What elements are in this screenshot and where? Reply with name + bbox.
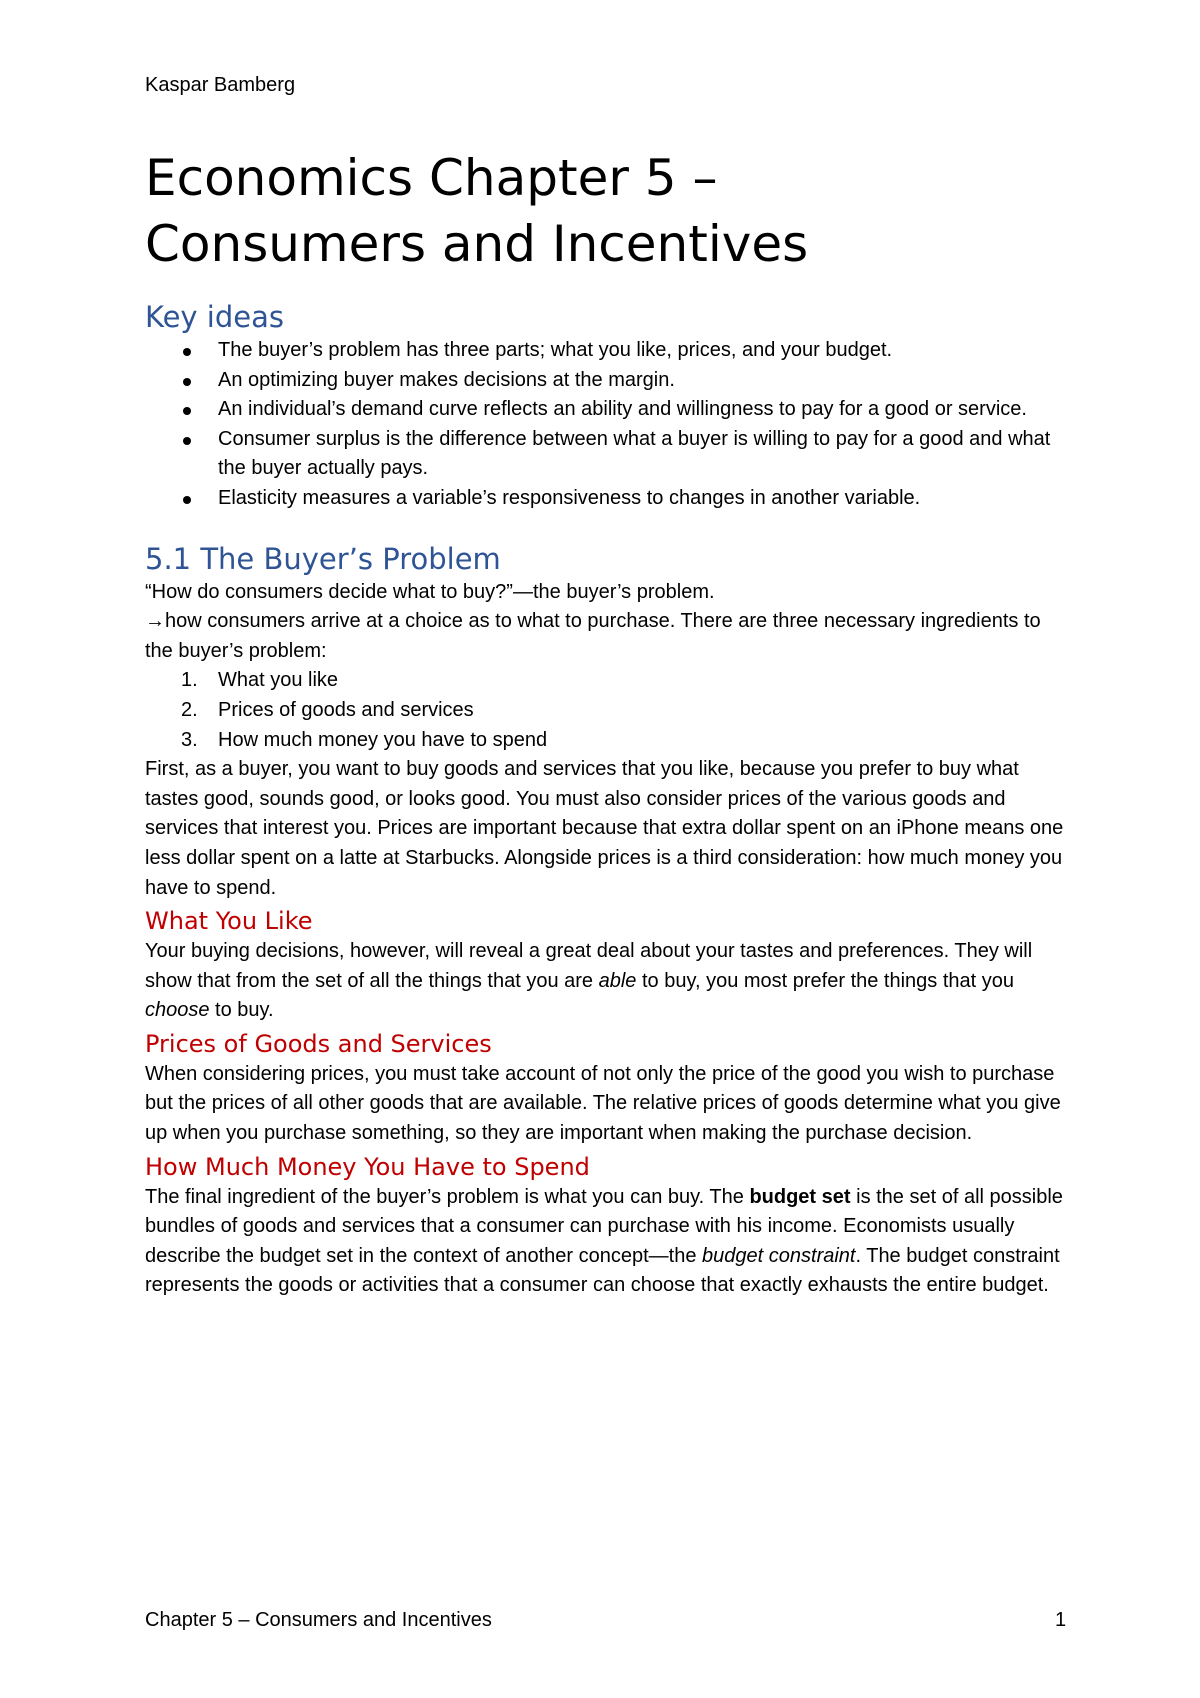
buyers-problem-question: “How do consumers decide what to buy?”—the buyer’s problem. [145, 580, 715, 603]
header-author: Kaspar Bamberg [145, 74, 296, 96]
document-body [145, 298, 1065, 1301]
arrow-right-icon: → [145, 610, 165, 633]
list-item: 2. Prices of goods and services [181, 698, 474, 721]
prices-paragraph: When considering prices, you must take account of not only the price of the good you wish to purchase but the prices of all other goods that are available. The relative prices of goods determine what you give up when you purchase something, so they are important when making the purchase decision. [145, 1062, 1061, 1145]
buyers-problem-paragraph: First, as a buyer, you want to buy goods and services that you like, because you prefer to buy what tastes good, sounds good, or looks good. You must also consider prices of the various goods and services that interest you. Prices are important because that extra dollar spent on an iPhone means one less dollar spent on a latte at Starbucks. Alongside prices is a third consideration: how much money you have to spend. [145, 758, 1064, 899]
what-you-like-heading: What You Like [145, 907, 313, 936]
list-item: An individual’s demand curve reflects an ability and willingness to pay for a good or service. [145, 395, 1065, 425]
footer-chapter: Chapter 5 – Consumers and Incentives [145, 1609, 492, 1631]
bullet-icon [183, 496, 191, 504]
list-item: An optimizing buyer makes decisions at the margin. [145, 366, 1065, 396]
key-ideas-heading: Key ideas [145, 300, 284, 334]
bullet-icon [183, 437, 191, 445]
list-item: 1. What you like [181, 669, 339, 692]
buyers-problem-intro: →how consumers arrive at a choice as to what to purchase. There are three necessary ingredients to the buyer’s problem: [145, 610, 1041, 662]
document-title [145, 145, 1105, 277]
bullet-icon [183, 407, 191, 415]
list-item: Consumer surplus is the difference between what a buyer is willing to pay for a good and what the buyer actually pays. [145, 425, 1065, 484]
bullet-icon [183, 348, 191, 356]
money-heading: How Much Money You Have to Spend [145, 1152, 590, 1181]
list-item: Elasticity measures a variable’s responsiveness to changes in another variable. [145, 484, 1065, 514]
what-you-like-paragraph: Your buying decisions, however, will reveal a great deal about your tastes and preferences. They will show that from the set of all the things that you are able to buy, you most prefer the things that you choose to buy. [145, 940, 1033, 1022]
footer-page-number: 1 [1055, 1609, 1067, 1631]
money-paragraph: The final ingredient of the buyer’s problem is what you can buy. The budget set is the set of all possible bundles of goods and services that a consumer can purchase with his income. Economists usually describe the budget set in the context of another concept—the budget constraint. The budget constraint represents the goods or activities that a consumer can choose that exactly exhausts the entire budget. [145, 1185, 1063, 1297]
list-item: The buyer’s problem has three parts; what you like, prices, and your budget. [145, 336, 1065, 366]
prices-heading: Prices of Goods and Services [145, 1029, 492, 1058]
section-5-1-heading: 5.1 The Buyer’s Problem [145, 541, 501, 576]
list-item: 3. How much money you have to spend [181, 728, 548, 751]
key-ideas-list [145, 336, 1065, 514]
bullet-icon [183, 378, 191, 386]
title-line-1: Economics Chapter 5 – [145, 149, 718, 207]
title-line-2: Consumers and Incentives [145, 215, 809, 273]
ingredients-list [145, 666, 1065, 755]
